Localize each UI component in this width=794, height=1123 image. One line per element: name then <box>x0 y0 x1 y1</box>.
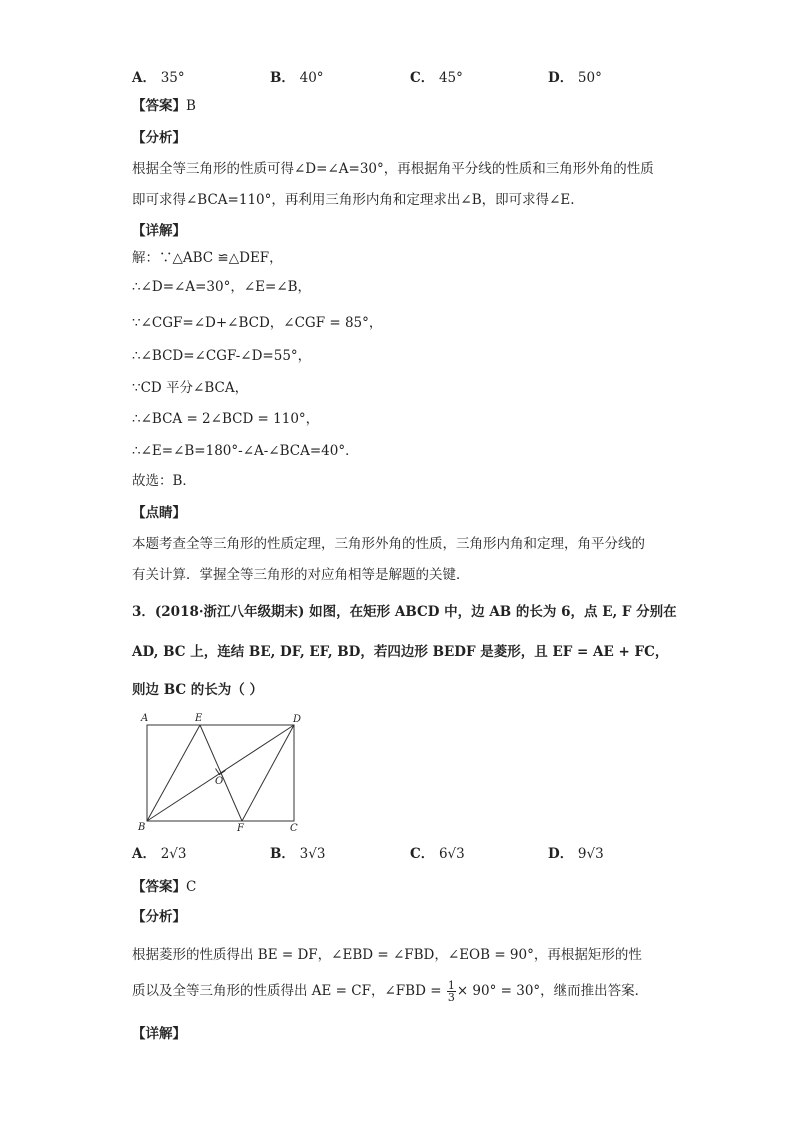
q2-detail-line: ∵∠CGF=∠D+∠BCD，∠CGF = 85°， <box>132 315 383 331</box>
q3-analysis-label: 【分析】 <box>132 909 186 925</box>
label-e: E <box>195 713 203 724</box>
label-c: C <box>290 823 298 833</box>
option-value: 45° <box>438 70 463 86</box>
segment-df <box>242 725 294 821</box>
label-d: D <box>293 714 302 725</box>
answer-label: 【答案】 <box>132 98 186 114</box>
q2-comment-line: 本题考查全等三角形的性质定理，三角形外角的性质，三角形内角和定理，角平分线的 <box>132 536 645 552</box>
analysis-text: × 90° = 30°，继而推出答案． <box>456 983 649 999</box>
q2-comment-line: 有关计算．掌握全等三角形的对应角相等是解题的关键． <box>132 567 470 583</box>
q2-detail-line: 解：∵△ABC ≌△DEF， <box>132 250 283 266</box>
q3-option-c <box>410 842 465 862</box>
q2-detail-line: ∵CD 平分∠BCA， <box>132 380 249 396</box>
q3-option-a <box>132 842 186 862</box>
option-label: B． <box>270 846 295 862</box>
q2-option-a <box>132 66 185 86</box>
q3-option-d <box>548 842 604 862</box>
q2-detail-line: ∴∠BCD=∠CGF-∠D=55°， <box>132 348 312 364</box>
option-label: B． <box>270 70 295 86</box>
q2-detail-label: 【详解】 <box>132 223 186 239</box>
label-a: A <box>141 713 149 724</box>
option-label: A． <box>132 70 156 86</box>
q3-option-b <box>270 842 325 862</box>
fraction-numerator: 1 <box>447 979 455 992</box>
fraction-one-third <box>447 980 456 1003</box>
option-value: 6√3 <box>438 846 465 862</box>
q3-detail-label: 【详解】 <box>132 1026 186 1042</box>
q2-analysis-line: 即可求得∠BCA=110°，再利用三角形内角和定理求出∠B，即可求得∠E. <box>132 192 575 208</box>
q2-detail-line: ∴∠E=∠B=180°-∠A-∠BCA=40°． <box>132 443 359 459</box>
q3-analysis-line: 根据菱形的性质得出 BE = DF，∠EBD = ∠FBD，∠EOB = 90°，再根据矩形的性 <box>132 947 642 963</box>
option-value: 40° <box>299 70 324 86</box>
option-value: 35° <box>160 70 185 86</box>
label-b: B <box>138 822 146 833</box>
q3-analysis-line-2 <box>132 980 648 1003</box>
segment-be <box>147 725 200 821</box>
fraction-denominator: 3 <box>447 991 455 1004</box>
q3-answer <box>132 877 196 897</box>
q2-option-c <box>410 66 463 86</box>
analysis-text: 质以及全等三角形的性质得出 AE = CF，∠FBD = <box>132 983 442 999</box>
option-value: 9√3 <box>577 846 604 862</box>
q3-stem-line: 则边 BC 的长为（ ） <box>132 682 264 698</box>
option-label: A． <box>132 846 156 862</box>
q2-detail-line: ∴∠D=∠A=30°，∠E=∠B， <box>132 279 312 295</box>
option-label: D． <box>548 70 574 86</box>
label-f: F <box>237 823 244 833</box>
q2-answer <box>132 96 196 116</box>
q2-detail-line: ∴∠BCA = 2∠BCD = 110°， <box>132 411 320 427</box>
answer-label: 【答案】 <box>132 879 186 895</box>
label-o: O <box>215 776 224 787</box>
q2-option-b <box>270 66 324 86</box>
rectangle-rhombus-figure <box>135 708 310 833</box>
q3-stem-line: AD, BC 上，连结 BE, DF, EF, BD，若四边形 BEDF 是菱形，且 EF = AE + FC， <box>132 644 669 660</box>
option-label: D． <box>548 846 574 862</box>
answer-value: C <box>186 879 197 895</box>
option-value: 2√3 <box>160 846 187 862</box>
q2-option-d <box>548 66 602 86</box>
option-value: 3√3 <box>299 846 326 862</box>
q2-analysis-label: 【分析】 <box>132 130 186 146</box>
q2-comment-label: 【点睛】 <box>132 505 186 521</box>
option-label: C． <box>410 846 435 862</box>
q3-stem-line: 3．(2018·浙江八年级期末) 如图，在矩形 ABCD 中，边 AB 的长为 6，点 E, F 分别在 <box>132 604 677 620</box>
option-value: 50° <box>577 70 602 86</box>
option-label: C． <box>410 70 435 86</box>
q2-detail-line: 故选：B． <box>132 473 196 489</box>
q2-analysis-line: 根据全等三角形的性质可得∠D=∠A=30°，再根据角平分线的性质和三角形外角的性质 <box>132 161 654 177</box>
answer-value: B <box>186 98 196 114</box>
